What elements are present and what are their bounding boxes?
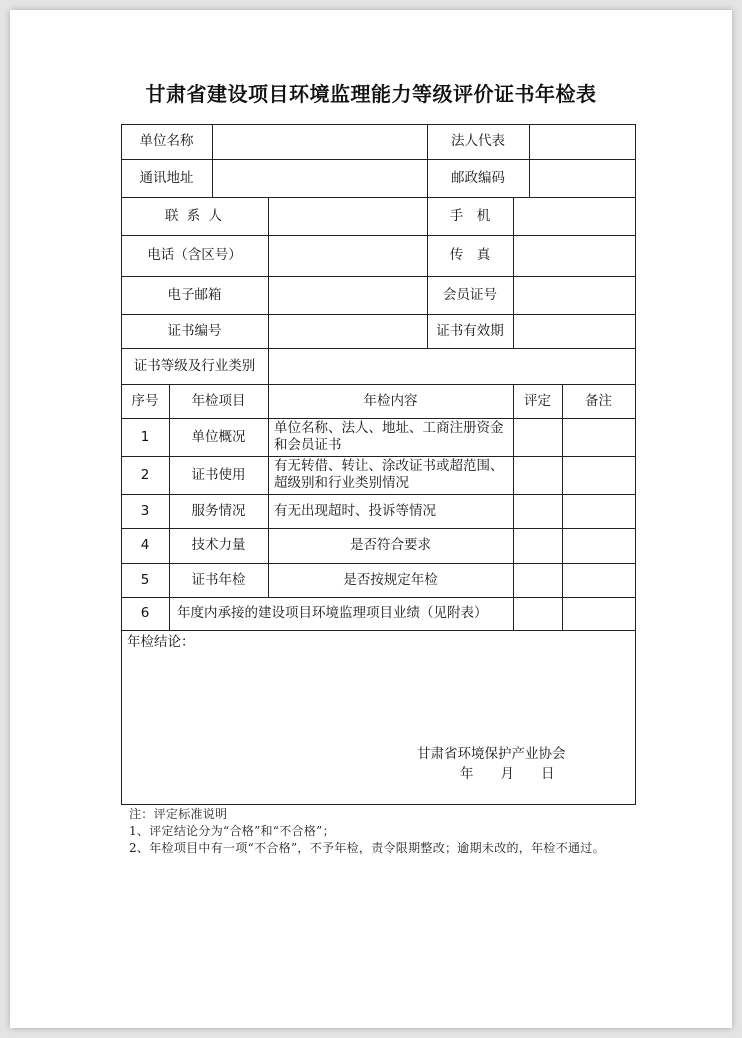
address-label: 通讯地址 xyxy=(139,169,194,186)
conclusion-label: 年检结论： xyxy=(127,633,195,650)
header-no: 序号 xyxy=(131,392,159,409)
validity-field[interactable] xyxy=(513,314,635,348)
notes-section xyxy=(129,806,669,857)
note-item-2: 2、年检项目中有一项“不合格”，不予年检，责令限期整改；逾期未改的，年检不通过。 xyxy=(129,841,605,855)
phone-field[interactable] xyxy=(268,235,427,276)
mobile-label: 手 机 xyxy=(449,207,491,224)
row-no: 2 xyxy=(140,466,150,483)
row-content: 是否符合要求 xyxy=(350,537,431,553)
email-field[interactable] xyxy=(268,276,427,314)
remarks-field[interactable] xyxy=(562,418,635,456)
conclusion-date: 年 月 日 xyxy=(460,765,555,782)
rating-field[interactable] xyxy=(513,563,562,597)
header-remarks: 备注 xyxy=(585,392,612,409)
mobile-field[interactable] xyxy=(513,197,635,235)
row-item: 证书使用 xyxy=(191,466,246,483)
cert-no-label: 证书编号 xyxy=(167,322,222,339)
unit-name-field[interactable] xyxy=(212,124,427,159)
rule xyxy=(121,804,636,805)
document-title: 甘肃省建设项目环境监理能力等级评价证书年检表 xyxy=(145,82,597,106)
row-content: 单位名称、法人、地址、工商注册资金和会员证书 xyxy=(274,420,504,453)
fax-field[interactable] xyxy=(513,235,635,276)
postcode-field[interactable] xyxy=(529,159,635,197)
rule xyxy=(635,124,636,805)
rating-field[interactable] xyxy=(513,456,562,494)
contact-label: 联 系 人 xyxy=(164,207,225,224)
legal-rep-field[interactable] xyxy=(529,124,635,159)
row-content: 是否按规定年检 xyxy=(343,571,438,588)
row-content: 有无出现超时、投诉等情况 xyxy=(274,502,436,519)
remarks-field[interactable] xyxy=(562,528,635,563)
contact-field[interactable] xyxy=(268,197,427,235)
row-no: 5 xyxy=(140,571,150,588)
row-no: 4 xyxy=(140,537,150,553)
header-item: 年检项目 xyxy=(191,392,246,409)
rule xyxy=(121,630,636,631)
remarks-field[interactable] xyxy=(562,456,635,494)
grade-label: 证书等级及行业类别 xyxy=(133,357,256,374)
row-item: 技术力量 xyxy=(191,537,246,553)
legal-rep-label: 法人代表 xyxy=(451,133,505,149)
conclusion-field[interactable] xyxy=(121,652,635,742)
row-item: 单位概况 xyxy=(191,428,246,445)
rating-field[interactable] xyxy=(513,418,562,456)
row-content: 有无转借、转让、涂改证书或超范围、超级别和行业类别情况 xyxy=(274,458,504,491)
member-no-label: 会员证号 xyxy=(443,286,497,303)
remarks-field[interactable] xyxy=(562,597,635,630)
rating-field[interactable] xyxy=(513,528,562,563)
conclusion-org: 甘肃省环境保护产业协会 xyxy=(417,745,566,762)
rating-field[interactable] xyxy=(513,597,562,630)
phone-label: 电话（含区号） xyxy=(147,247,242,263)
row-content: 年度内承接的建设项目环境监理项目业绩（见附表） xyxy=(177,605,488,621)
cert-no-field[interactable] xyxy=(268,314,427,348)
member-no-field[interactable] xyxy=(513,276,635,314)
row-no: 3 xyxy=(140,502,150,519)
validity-label: 证书有效期 xyxy=(436,322,504,339)
email-label: 电子邮箱 xyxy=(167,286,222,303)
row-no: 1 xyxy=(140,428,150,445)
rating-field[interactable] xyxy=(513,494,562,528)
notes-heading: 注：评定标准说明 xyxy=(129,807,228,821)
row-item: 服务情况 xyxy=(191,502,246,519)
row-no: 6 xyxy=(140,605,150,621)
row-item: 证书年检 xyxy=(191,571,246,588)
remarks-field[interactable] xyxy=(562,494,635,528)
header-content: 年检内容 xyxy=(363,392,418,409)
fax-label: 传 真 xyxy=(449,247,491,263)
postcode-label: 邮政编码 xyxy=(451,169,505,186)
note-item-1: 1、评定结论分为“合格”和“不合格”； xyxy=(129,824,335,838)
remarks-field[interactable] xyxy=(562,563,635,597)
header-rating: 评定 xyxy=(524,392,551,409)
unit-name-label: 单位名称 xyxy=(139,133,194,149)
address-field[interactable] xyxy=(212,159,427,197)
grade-field[interactable] xyxy=(268,348,635,384)
